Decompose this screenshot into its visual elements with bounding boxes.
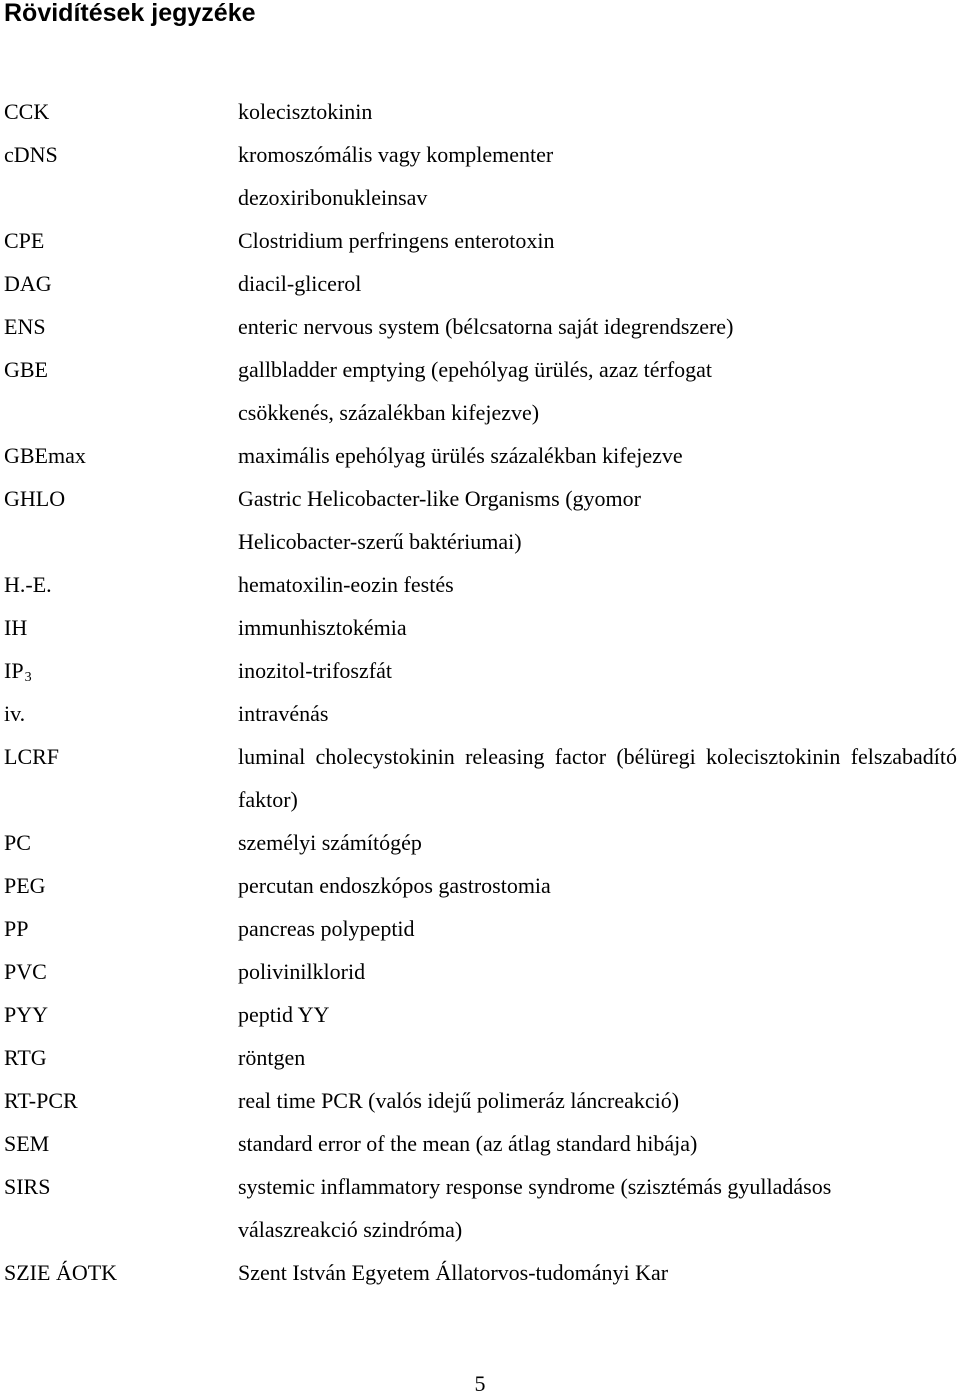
abbreviation: CCK [4, 99, 50, 124]
abbreviation: GBE [4, 357, 48, 382]
abbreviation-row [0, 864, 960, 907]
abbreviation-definition: intravénás [238, 701, 329, 726]
abbreviation-row [0, 950, 960, 993]
page-title: Rövidítések jegyzéke [4, 0, 256, 27]
abbreviation-definition: inozitol-trifoszfát [238, 658, 392, 683]
abbreviation-definition: maximális epehólyag ürülés százalékban kifejezve [238, 443, 683, 468]
abbreviation-definition: systemic inflammatory response syndrome (szisztémás gyulladásos válaszreakció szindróma) [238, 1174, 832, 1242]
abbreviation-row [0, 1251, 960, 1294]
abbreviation: LCRF [4, 744, 60, 769]
abbreviation-row [0, 907, 960, 950]
abbreviation: IH [4, 615, 28, 640]
abbreviation-row [0, 649, 960, 692]
abbreviation: GBEmax [4, 443, 86, 468]
abbreviation-row [0, 606, 960, 649]
abbreviation-definition: Szent István Egyetem Állatorvos-tudományi Kar [238, 1260, 669, 1285]
abbreviation-definition: kromoszómális vagy komplementer dezoxiribonukleinsav [238, 142, 554, 210]
abbreviation-definition: real time PCR (valós idejű polimeráz láncreakció) [238, 1088, 680, 1113]
abbreviation: SEM [4, 1131, 50, 1156]
abbreviation: SIRS [4, 1174, 51, 1199]
abbreviation-definition: diacil-glicerol [238, 271, 362, 296]
abbreviation-definition: gallbladder emptying (epehólyag ürülés, azaz térfogat csökkenés, százalékban kifejezve) [238, 357, 713, 425]
abbreviation-definition: luminal cholecystokinin releasing factor (bélüregi kolecisztokinin felszabadító faktor) [238, 744, 957, 812]
abbreviation-definition: immunhisztokémia [238, 615, 407, 640]
abbreviation-definition: enteric nervous system (bélcsatorna saját idegrendszere) [238, 314, 734, 339]
abbreviation-definition: peptid YY [238, 1002, 330, 1027]
abbreviation-row [0, 692, 960, 735]
abbreviation-row [0, 90, 960, 133]
abbreviation-row [0, 1036, 960, 1079]
abbreviation: PEG [4, 873, 46, 898]
abbreviation-definition: hematoxilin-eozin festés [238, 572, 454, 597]
abbreviation-definition: polivinilklorid [238, 959, 366, 984]
abbreviation: GHLO [4, 486, 66, 511]
abbreviation-definition: percutan endoszkópos gastrostomia [238, 873, 551, 898]
abbreviation-row [0, 1079, 960, 1122]
abbreviation-row [0, 993, 960, 1036]
abbreviation-definition: standard error of the mean (az átlag standard hibája) [238, 1131, 698, 1156]
abbreviation: DAG [4, 271, 52, 296]
abbreviation-row [0, 133, 960, 219]
abbreviation: ENS [4, 314, 46, 339]
abbreviation-row [0, 1165, 960, 1251]
abbreviation-row [0, 348, 960, 434]
abbreviation-list [0, 90, 960, 1294]
abbreviation-definition: kolecisztokinin [238, 99, 373, 124]
abbreviation-row [0, 735, 960, 821]
abbreviation-subscript: 3 [24, 670, 32, 685]
abbreviation: cDNS [4, 142, 58, 167]
abbreviation-main: IP [4, 658, 24, 683]
abbreviation-definition: Clostridium perfringens enterotoxin [238, 228, 555, 253]
abbreviation: RT-PCR [4, 1088, 78, 1113]
abbreviation: PYY [4, 1002, 49, 1027]
abbreviation-definition: röntgen [238, 1045, 306, 1070]
abbreviation-definition: pancreas polypeptid [238, 916, 415, 941]
abbreviation: H.-E. [4, 572, 52, 597]
abbreviation: PP [4, 916, 29, 941]
abbreviation-definition: Gastric Helicobacter-like Organisms (gyomor Helicobacter-szerű baktériumai) [238, 486, 641, 554]
abbreviation-row [0, 821, 960, 864]
abbreviation-row [0, 477, 960, 563]
abbreviation-row [0, 262, 960, 305]
abbreviation-row [0, 434, 960, 477]
abbreviation: PVC [4, 959, 47, 984]
abbreviation: CPE [4, 228, 45, 253]
abbreviation: iv. [4, 701, 26, 726]
abbreviation-row [0, 219, 960, 262]
abbreviation: SZIE ÁOTK [4, 1260, 118, 1285]
abbreviation: RTG [4, 1045, 47, 1070]
page-number: 5 [474, 1371, 486, 1396]
abbreviation-definition: személyi számítógép [238, 830, 422, 855]
abbreviation-row [0, 305, 960, 348]
abbreviation: PC [4, 830, 31, 855]
abbreviation-row [0, 1122, 960, 1165]
abbreviation-row [0, 563, 960, 606]
